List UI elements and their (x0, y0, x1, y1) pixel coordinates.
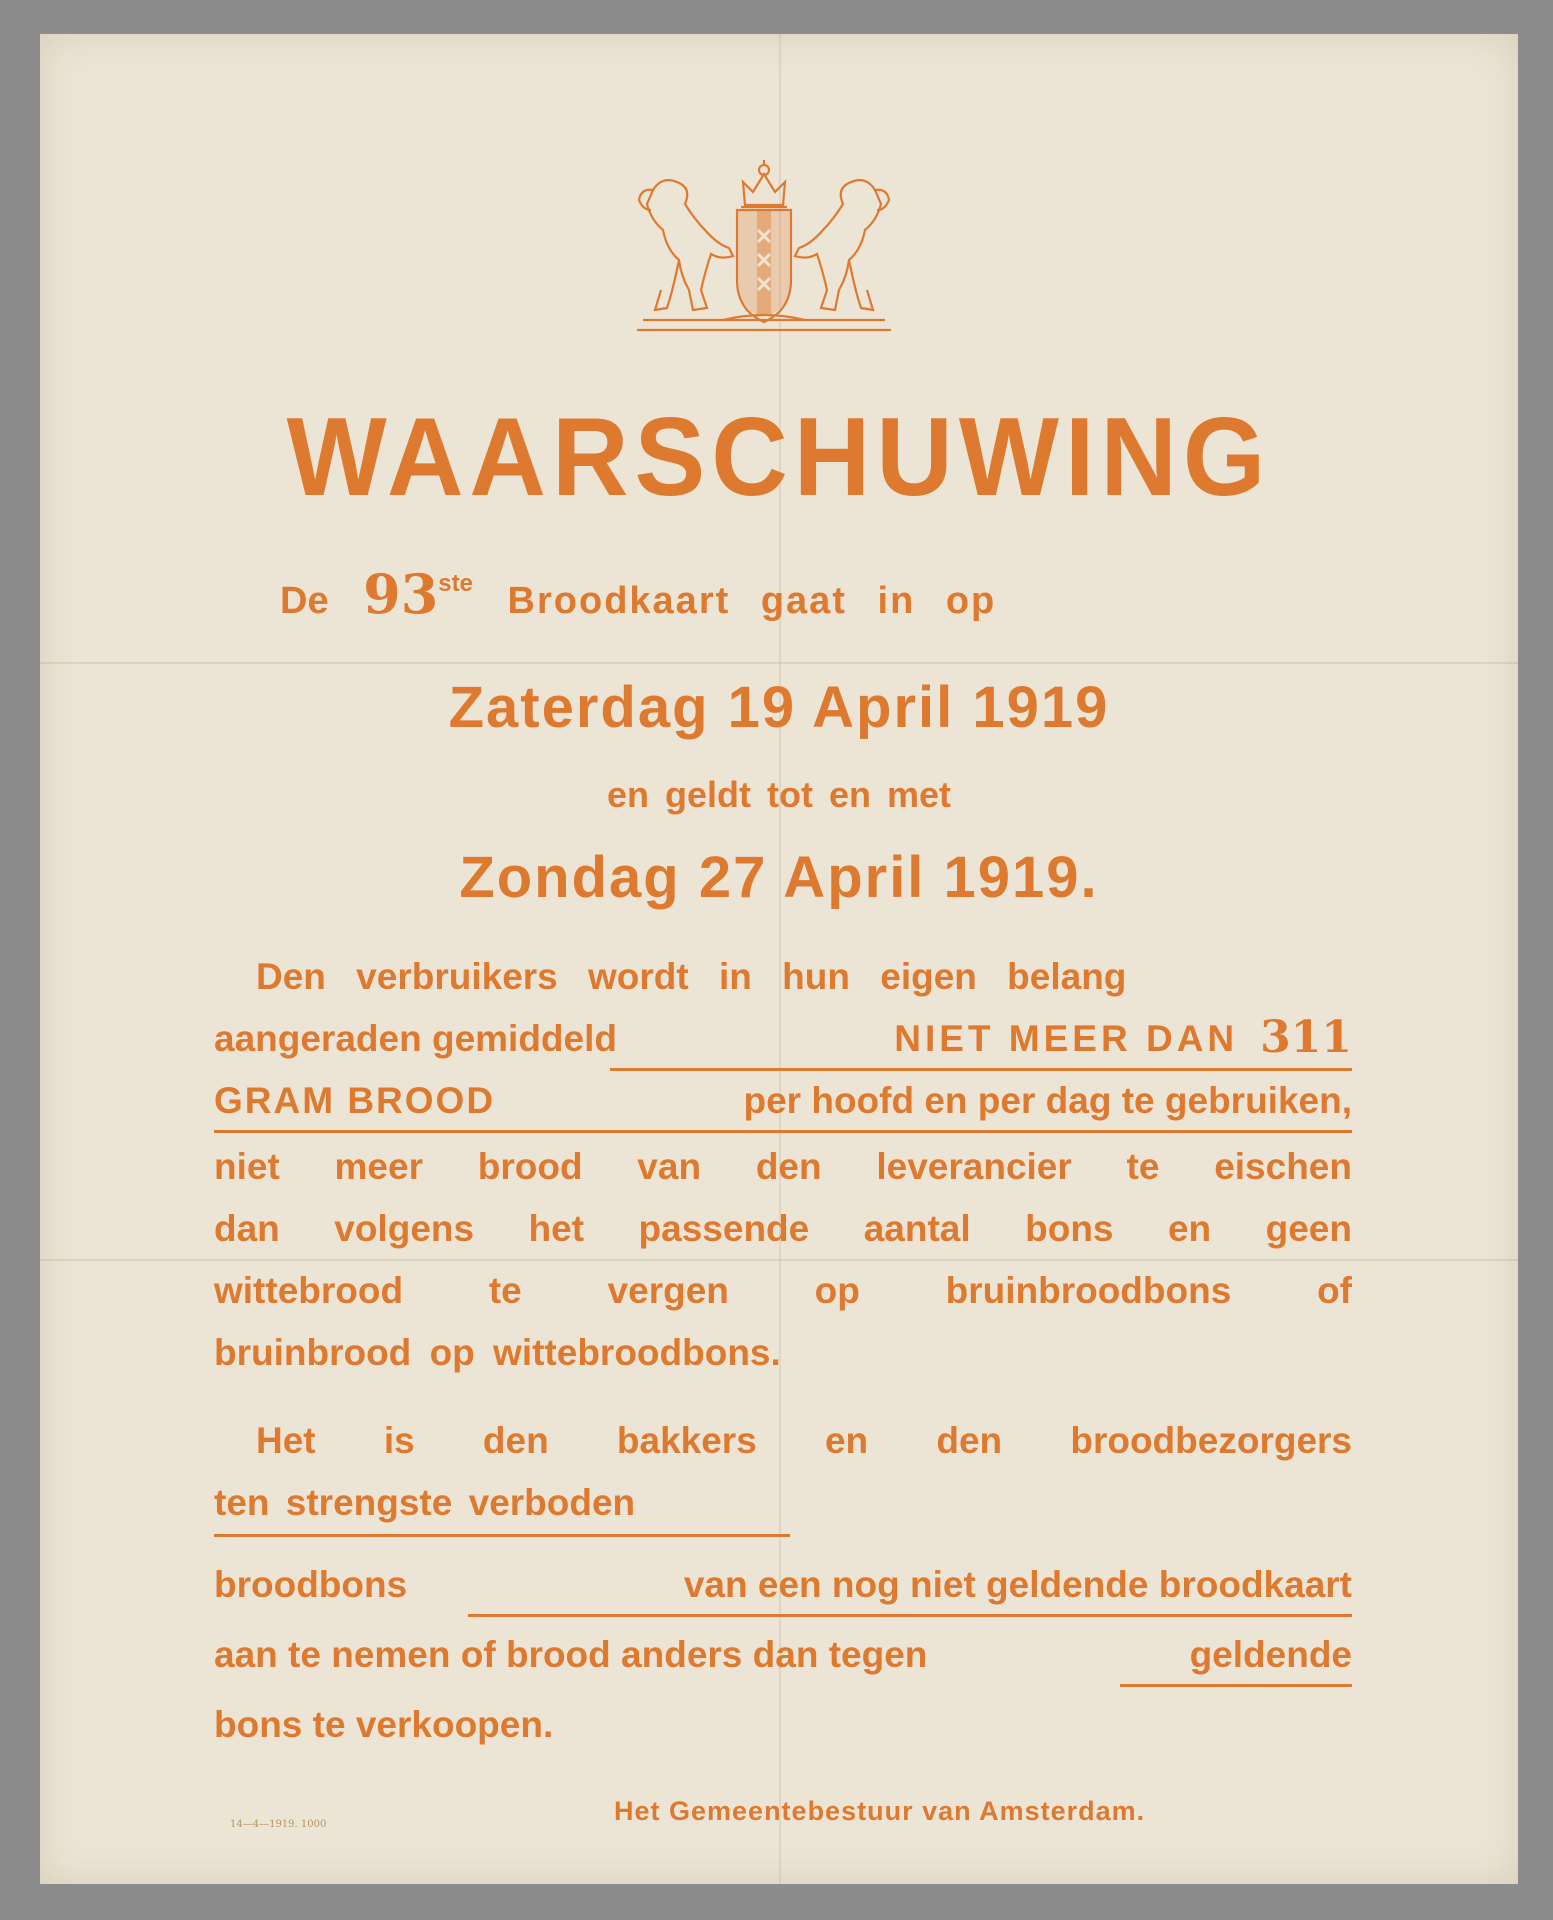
para1-line7: bruinbrood op wittebroodbons. (214, 1332, 781, 1373)
card-number-suffix: ste (438, 570, 473, 597)
coat-of-arms-icon (633, 160, 895, 340)
para1-line6: wittebrood te vergen op bruinbroodbons of (214, 1270, 1352, 1311)
signature: Het Gemeentebestuur van Amsterdam. (614, 1796, 1146, 1826)
gram-brood: GRAM BROOD (214, 1080, 496, 1121)
strictly-forbidden: ten strengste verboden (214, 1482, 636, 1523)
card-number: 93 (363, 562, 439, 626)
para2-line1: Het is den bakkers en den broodbezorgers (256, 1420, 1352, 1461)
start-date: Zaterdag 19 April 1919 (448, 675, 1110, 740)
para2-line4-a: aan te nemen of brood anders dan tegen (214, 1634, 928, 1675)
para1-line2-a: aangeraden gemiddeld (214, 1018, 617, 1059)
para2-line3-a: broodbons (214, 1564, 408, 1605)
para1-line1 (256, 956, 1352, 998)
para1-line4: niet meer brood van den leverancier te eischen (214, 1146, 1352, 1187)
para1-line3-b: per hoofd en per dag te gebruiken, (743, 1080, 1352, 1121)
printer-mark: 14—4—1919. 1000 (230, 1819, 327, 1830)
underline (468, 1614, 1352, 1617)
para2-line5: bons te verkoopen. (214, 1704, 554, 1745)
intro-rest: Broodkaart gaat in op (507, 580, 997, 622)
underline (214, 1534, 790, 1537)
niet-meer-dan: NIET MEER DAN (894, 1018, 1239, 1059)
para2-line3 (214, 1564, 1352, 1606)
para1-line3 (214, 1080, 1352, 1122)
intro-line (280, 554, 996, 631)
para1-line5: dan volgens het passende aantal bons en geen (214, 1208, 1352, 1249)
valid-until-line: en geldt tot en met (606, 774, 951, 815)
page-title: WAARSCHUWING (286, 395, 1272, 519)
intro-prefix: De (280, 580, 329, 622)
end-date: Zondag 27 April 1919. (459, 845, 1099, 910)
para1-line1-text: Den verbruikers wordt in hun eigen belang (256, 956, 1127, 997)
para2-line4 (214, 1634, 1352, 1676)
para1-line2 (214, 1012, 1352, 1063)
poster-sheet (40, 34, 1518, 1884)
underline (214, 1130, 1352, 1133)
para2-line3-b: van een nog niet geldende broodkaart (683, 1564, 1352, 1605)
underline (1120, 1684, 1352, 1687)
underline (610, 1068, 1352, 1071)
geldende: geldende (1189, 1634, 1352, 1675)
gram-amount: 311 (1260, 1012, 1352, 1063)
